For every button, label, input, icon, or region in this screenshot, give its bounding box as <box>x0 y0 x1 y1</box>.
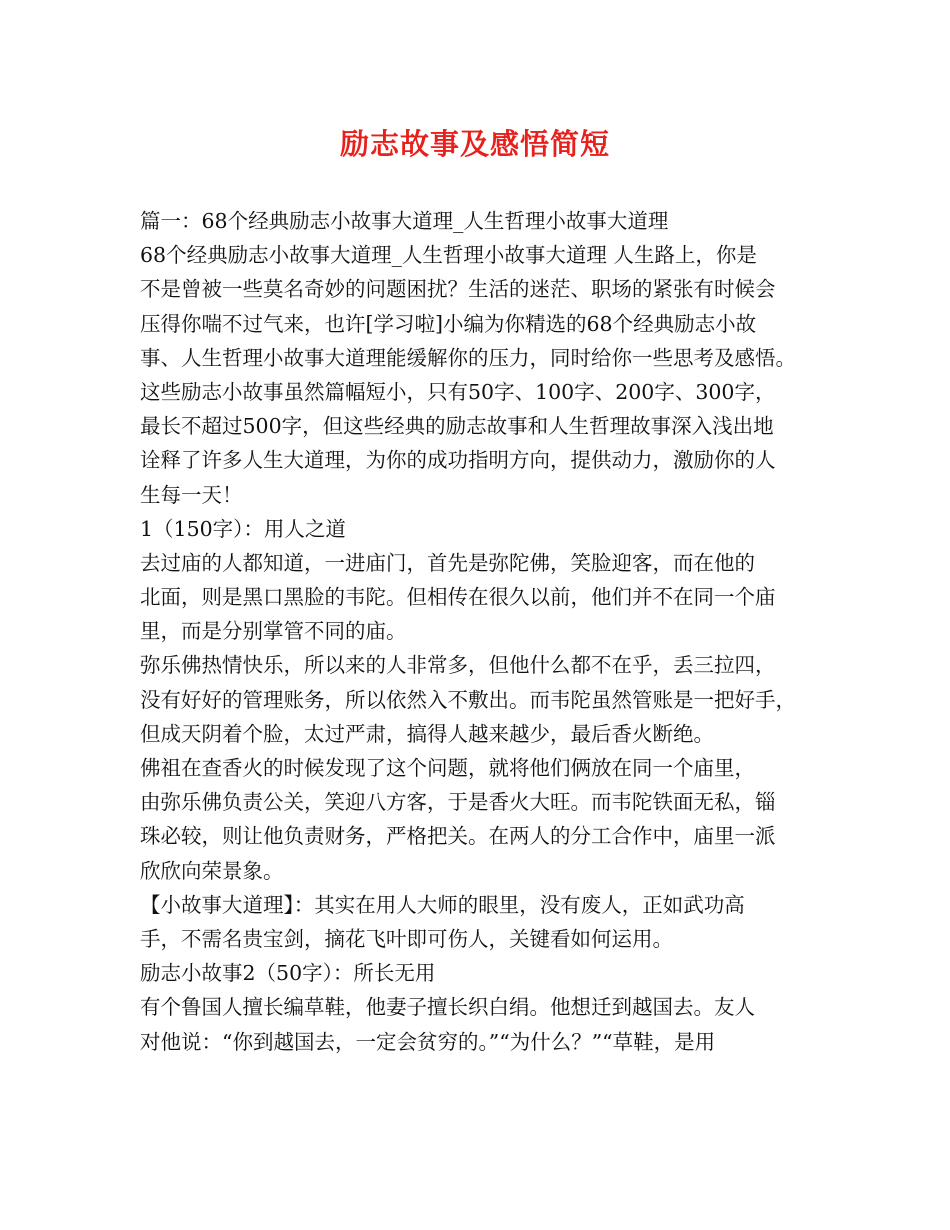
text-line: 有个鲁国人擅长编草鞋，他妻子擅长织白绢。他想迁到越国去。友人 <box>140 995 755 1020</box>
text-line: 没有好好的管理账务，所以依然入不敷出。而韦陀虽然管账是一把好手， <box>140 687 796 712</box>
document-body <box>140 204 830 1059</box>
text-line: 【小故事大道理】：其实在用人大师的眼里，没有废人，正如武功高 <box>140 892 745 917</box>
text-line: 但成天阴着个脸，太过严肃，搞得人越来越少，最后香火断绝。 <box>140 721 714 746</box>
text-line: 欣欣向荣景象。 <box>140 858 284 883</box>
text-line: 68个经典励志小故事大道理_人生哲理小故事大道理 人生路上，你是 <box>140 243 757 268</box>
text-line: 压得你喘不过气来，也许[学习啦]小编为你精选的68个经典励志小故 <box>140 311 757 336</box>
text-line: 不是曾被一些莫名奇妙的问题困扰？生活的迷茫、职场的紧张有时候会 <box>140 277 776 302</box>
text-line: 事、人生哲理小故事大道理能缓解你的压力，同时给你一些思考及感悟。 <box>140 345 796 370</box>
section-heading: 励志小故事2（50字）：所长无用 <box>140 961 436 986</box>
text-line: 手，不需名贵宝剑，摘花飞叶即可伤人，关键看如何运用。 <box>140 926 673 951</box>
text-line: 篇一：68个经典励志小故事大道理_人生哲理小故事大道理 <box>140 209 669 233</box>
text-line: 珠必较，则让他负责财务，严格把关。在两人的分工合作中，庙里一派 <box>140 824 776 849</box>
text-line: 生每一天！ <box>140 482 243 507</box>
section-heading: 1（150字）：用人之道 <box>140 516 346 541</box>
text-line: 最长不超过500字，但这些经典的励志故事和人生哲理故事深入浅出地 <box>140 414 774 439</box>
text-line: 对他说：“你到越国去，一定会贫穷的。”“为什么？”“草鞋，是用 <box>140 1029 716 1054</box>
text-line: 诠释了许多人生大道理，为你的成功指明方向，提供动力，激励你的人 <box>140 448 776 473</box>
text-line: 由弥乐佛负责公关，笑迎八方客，于是香火大旺。而韦陀铁面无私，锱 <box>140 790 776 815</box>
text-line: 弥乐佛热情快乐，所以来的人非常多，但他什么都不在乎，丢三拉四， <box>140 653 776 678</box>
document-title: 励志故事及感悟简短 <box>339 127 610 161</box>
text-line: 北面，则是黑口黑脸的韦陀。但相传在很久以前，他们并不在同一个庙 <box>140 585 776 610</box>
text-line: 里，而是分别掌管不同的庙。 <box>140 619 407 644</box>
text-line: 去过庙的人都知道，一进庙门，首先是弥陀佛，笑脸迎客，而在他的 <box>140 550 755 575</box>
text-line: 佛祖在查香火的时候发现了这个问题，就将他们俩放在同一个庙里， <box>140 756 755 780</box>
text-line: 这些励志小故事虽然篇幅短小，只有50字、100字、200字、300字， <box>140 379 776 404</box>
